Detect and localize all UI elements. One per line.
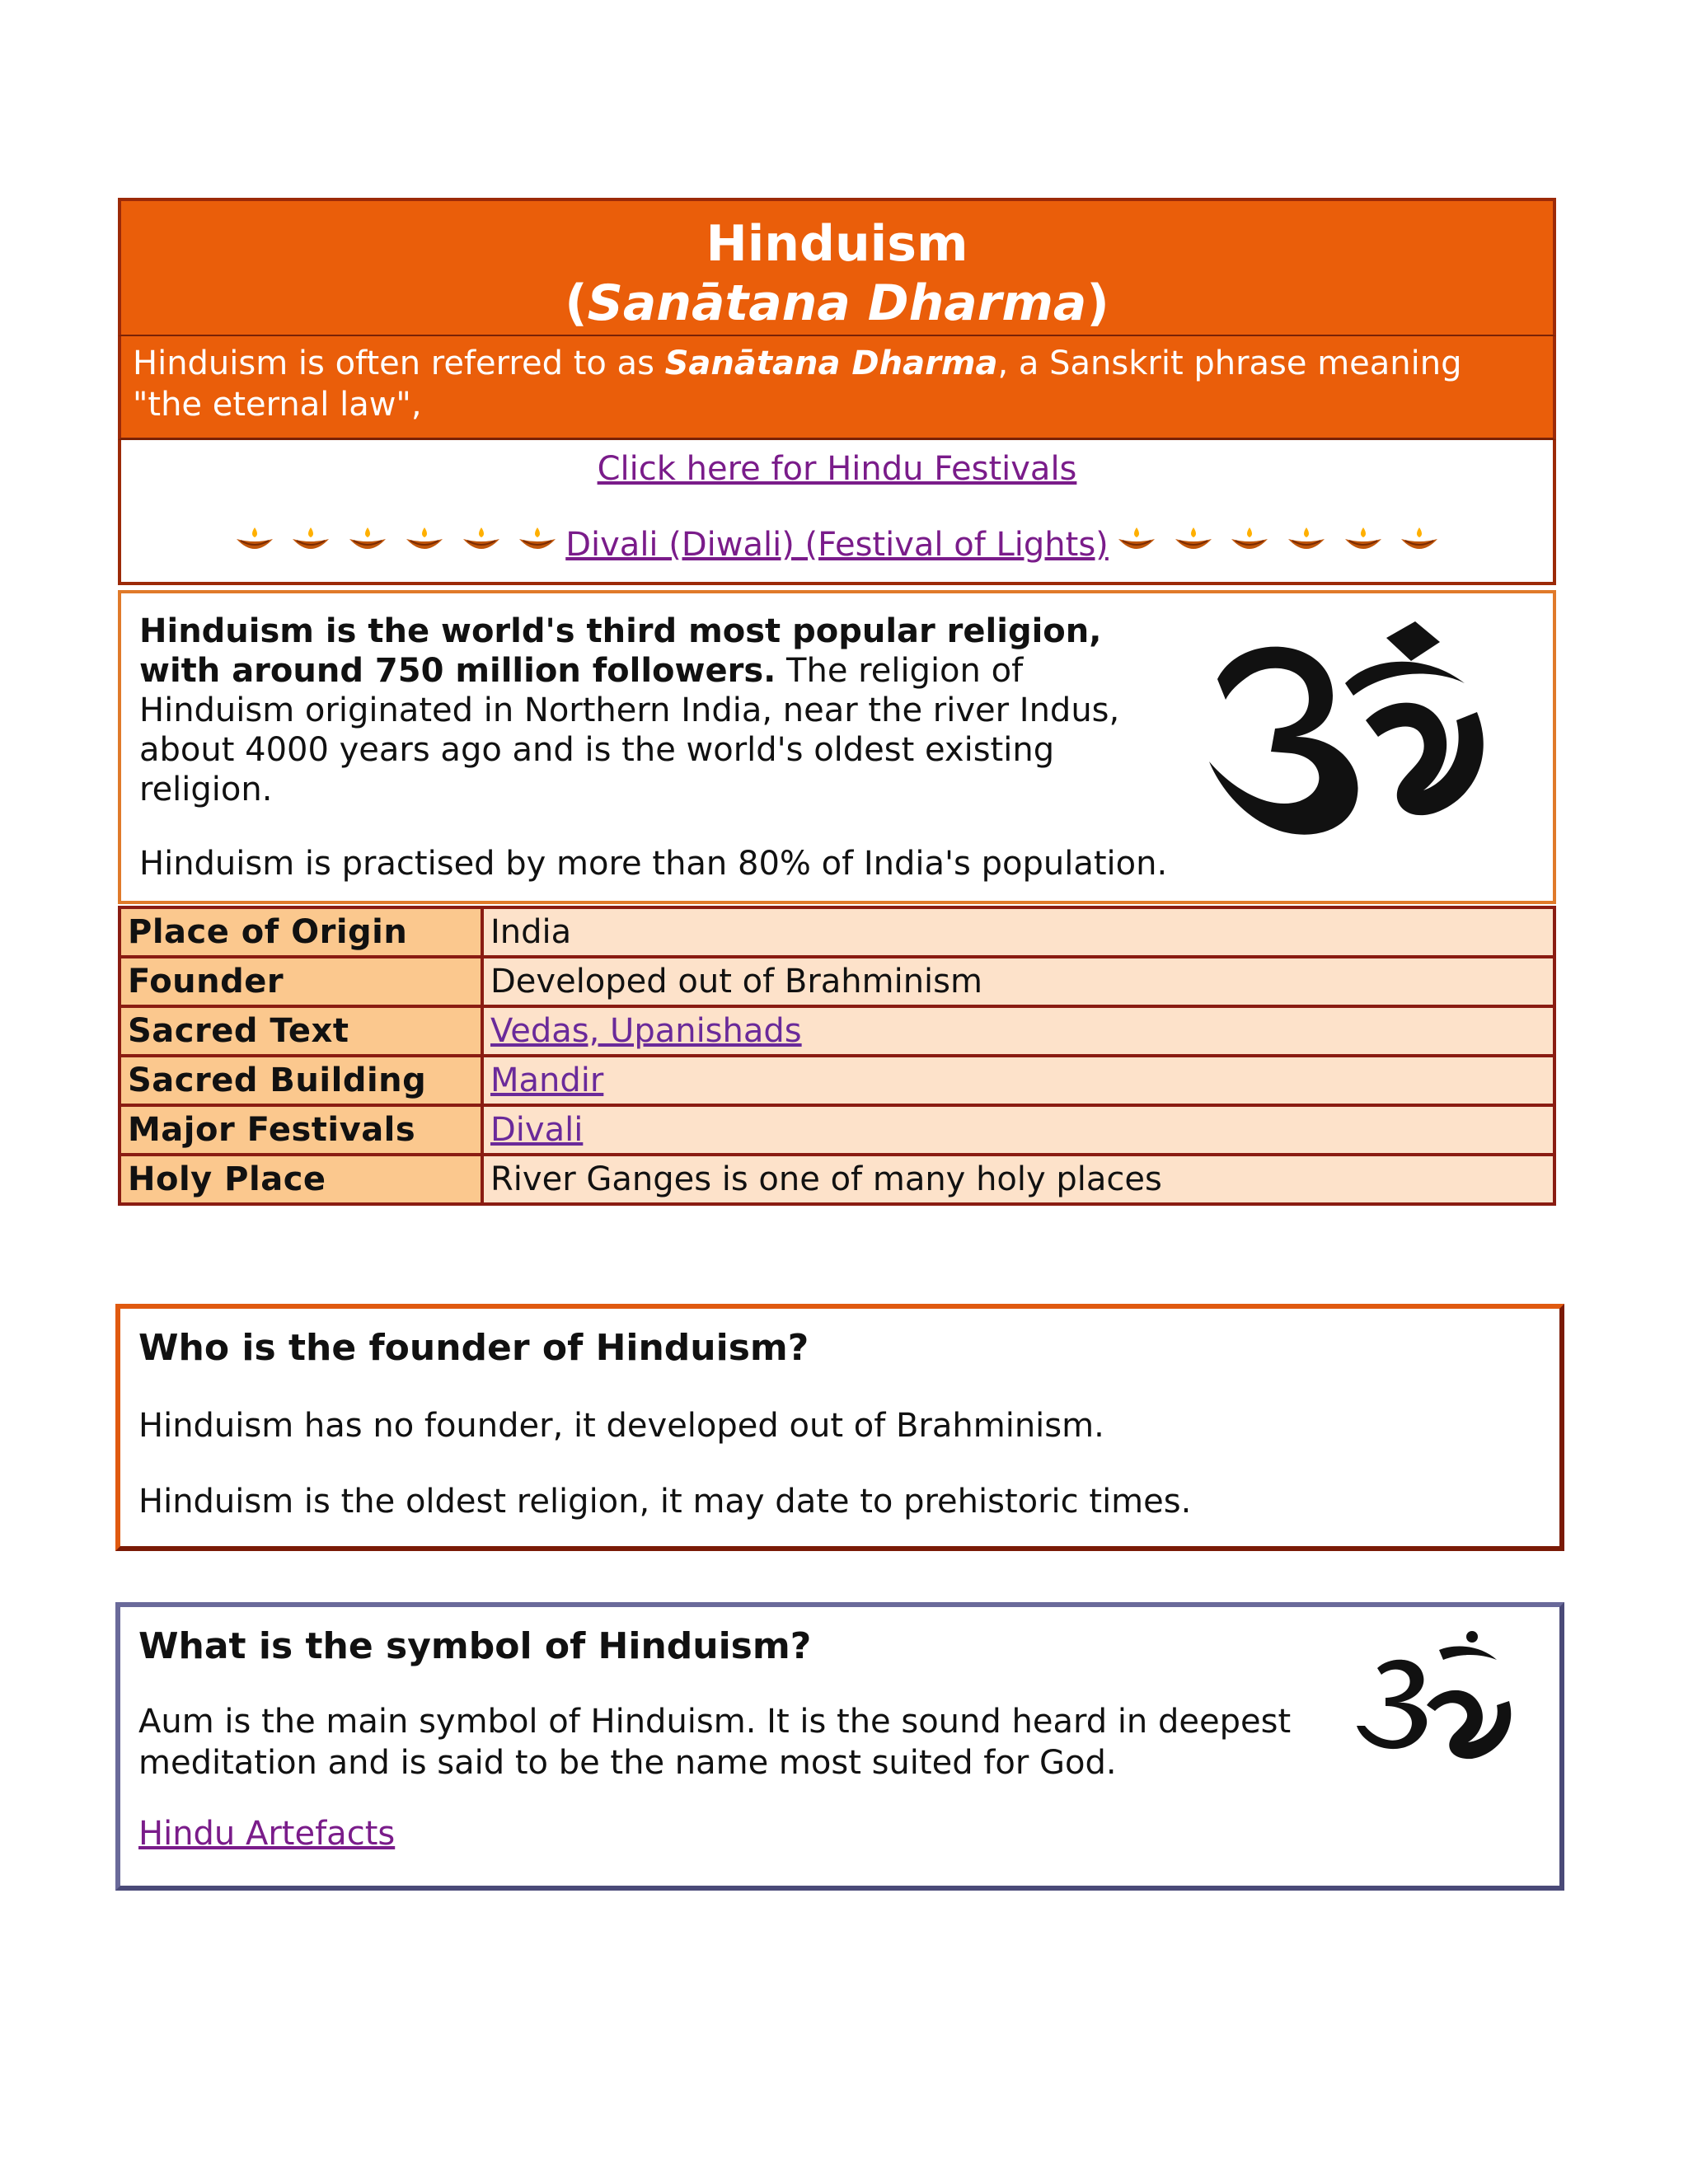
diya-lamp-icon: [1399, 526, 1440, 555]
symbol-section: [115, 1602, 1564, 1891]
table-row: [120, 1105, 1554, 1155]
fact-value: [482, 1056, 1554, 1105]
fact-value: [482, 1006, 1554, 1056]
festival-links: [118, 440, 1556, 585]
diya-lamps-right: [1114, 526, 1443, 564]
diya-lamp-icon: [1116, 526, 1157, 555]
divali-festival-link[interactable]: Divali: [490, 1111, 584, 1149]
symbol-heading: What is the symbol of Hinduism?: [138, 1625, 812, 1667]
aum-symbol-icon: [1340, 1627, 1530, 1767]
page-title: Hinduism: [706, 215, 968, 273]
fact-value: [482, 1105, 1554, 1155]
title-banner: [118, 198, 1556, 336]
table-row: [120, 1056, 1554, 1105]
diya-lamp-icon: [347, 526, 388, 555]
om-symbol-icon: [1193, 605, 1522, 852]
diya-lamps-left: [232, 526, 561, 564]
diya-lamp-icon: [517, 526, 558, 555]
fact-key: Holy Place: [120, 1155, 482, 1204]
founder-text-2: Hinduism is the oldest religion, it may date to prehistoric times.: [138, 1483, 1192, 1521]
fact-value: River Ganges is one of many holy places: [482, 1155, 1554, 1204]
diya-lamp-icon: [290, 526, 331, 555]
page-subtitle: (Sanātana Dharma): [565, 274, 1109, 332]
population-text: Hinduism is practised by more than 80% of India's population.: [139, 845, 1168, 883]
founder-heading: Who is the founder of Hinduism?: [138, 1327, 809, 1369]
table-row: [120, 957, 1554, 1006]
religion-overview: [118, 590, 1556, 904]
diya-lamp-icon: [404, 526, 445, 555]
diya-lamp-icon: [1286, 526, 1327, 555]
fact-key: Major Festivals: [120, 1105, 482, 1155]
symbol-text: Aum is the main symbol of Hinduism. It is the sound heard in deepest meditation and is said to be the name most suited for God.: [138, 1703, 1292, 1782]
sacred-text-link[interactable]: Vedas, Upanishads: [490, 1012, 802, 1050]
hinduism-main-block: [118, 198, 1556, 1206]
fact-value: Developed out of Brahminism: [482, 957, 1554, 1006]
intro-text: Hinduism is often referred to as Sanātana Dharma, a Sanskrit phrase meaning "the eternal law",: [118, 336, 1556, 440]
overview-text: Hinduism is the world's third most popular religion, with around 750 million followers. The religion of Hinduism originated in Northern India, near the river Indus, about 4000 years ago and is the world's oldest existing religion.: [139, 612, 1120, 808]
diya-lamp-icon: [234, 526, 275, 555]
table-row: [120, 1006, 1554, 1056]
founder-text-1: Hinduism has no founder, it developed out of Brahminism.: [138, 1407, 1104, 1445]
diya-lamp-icon: [1173, 526, 1214, 555]
diya-lamp-icon: [1229, 526, 1270, 555]
facts-table: [118, 906, 1556, 1206]
fact-key: Sacred Building: [120, 1056, 482, 1105]
table-row: [120, 907, 1554, 957]
mandir-link[interactable]: Mandir: [490, 1062, 604, 1099]
table-row: [120, 1155, 1554, 1204]
divali-link[interactable]: Divali (Diwali) (Festival of Lights): [565, 526, 1109, 564]
hindu-artefacts-link[interactable]: Hindu Artefacts: [138, 1815, 396, 1853]
fact-value: India: [482, 907, 1554, 957]
fact-key: Sacred Text: [120, 1006, 482, 1056]
diya-lamp-icon: [461, 526, 502, 555]
fact-key: Founder: [120, 957, 482, 1006]
fact-key: Place of Origin: [120, 907, 482, 957]
hindu-festivals-link[interactable]: Click here for Hindu Festivals: [597, 450, 1077, 488]
diya-lamp-icon: [1343, 526, 1384, 555]
founder-section: [115, 1304, 1564, 1551]
